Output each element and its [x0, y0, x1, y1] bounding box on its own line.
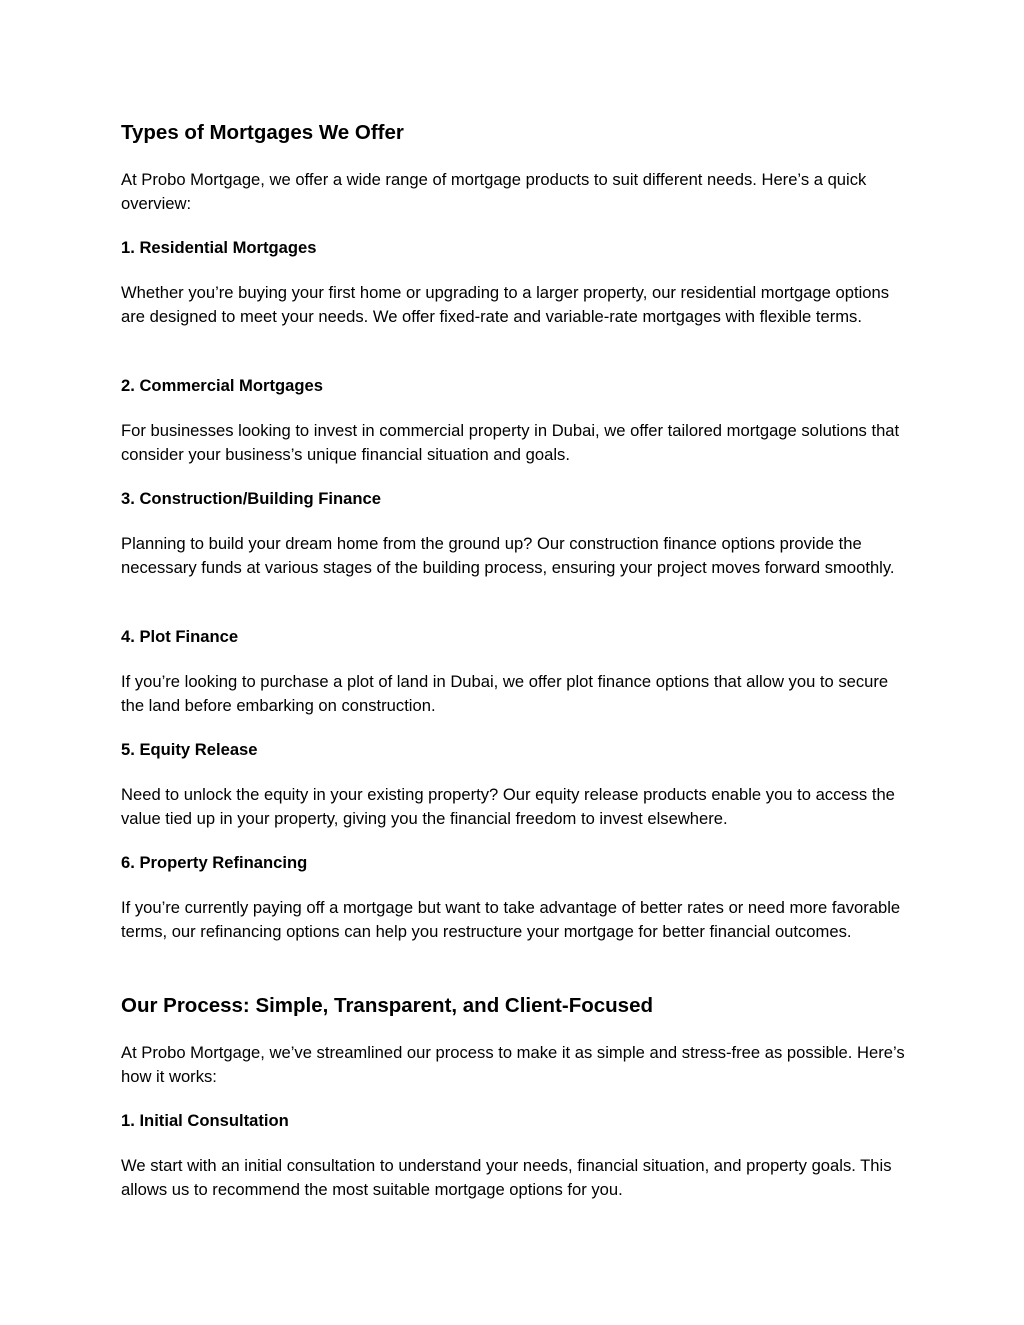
item-body-construction: Planning to build your dream home from the ground up? Our construction finance options provide the necessary funds at various stages of the building process, ensuring your project moves forward smoothly. [121, 534, 895, 578]
item-title-plot-finance: 4. Plot Finance [121, 627, 239, 646]
item-title-construction: 3. Construction/Building Finance [121, 489, 381, 508]
item-body-plot-finance: If you’re looking to purchase a plot of land in Dubai, we offer plot finance options that allow you to secure the land before embarking on construction. [121, 672, 889, 716]
item-title-residential: 1. Residential Mortgages [121, 238, 317, 257]
section-heading-process: Our Process: Simple, Transparent, and Client-Focused [121, 994, 653, 1017]
item-title-initial-consultation: 1. Initial Consultation [121, 1111, 289, 1130]
item-title-commercial: 2. Commercial Mortgages [121, 376, 323, 395]
item-body-refinancing: If you’re currently paying off a mortgage but want to take advantage of better rates or need more favorable terms, our refinancing options can help you restructure your mortgage for better financial outcomes. [121, 898, 901, 942]
section-intro-process: At Probo Mortgage, we’ve streamlined our process to make it as simple and stress-free as possible. Here’s how it works: [121, 1043, 905, 1087]
item-title-equity-release: 5. Equity Release [121, 740, 258, 759]
section-intro-mortgage-types: At Probo Mortgage, we offer a wide range of mortgage products to suit different needs. Here’s a quick overview: [121, 170, 867, 214]
item-body-initial-consultation: We start with an initial consultation to understand your needs, financial situation, and property goals. This allows us to recommend the most suitable mortgage options for you. [121, 1156, 892, 1200]
item-body-equity-release: Need to unlock the equity in your existing property? Our equity release products enable you to access the value tied up in your property, giving you the financial freedom to invest elsewhere. [121, 785, 895, 829]
item-body-residential: Whether you’re buying your first home or upgrading to a larger property, our residential mortgage options are designed to meet your needs. We offer fixed-rate and variable-rate mortgages with flexible terms. [121, 283, 890, 327]
item-title-refinancing: 6. Property Refinancing [121, 853, 308, 872]
section-heading-mortgage-types: Types of Mortgages We Offer [121, 121, 404, 144]
item-body-commercial: For businesses looking to invest in commercial property in Dubai, we offer tailored mortgage solutions that consider your business’s unique financial situation and goals. [121, 421, 900, 465]
